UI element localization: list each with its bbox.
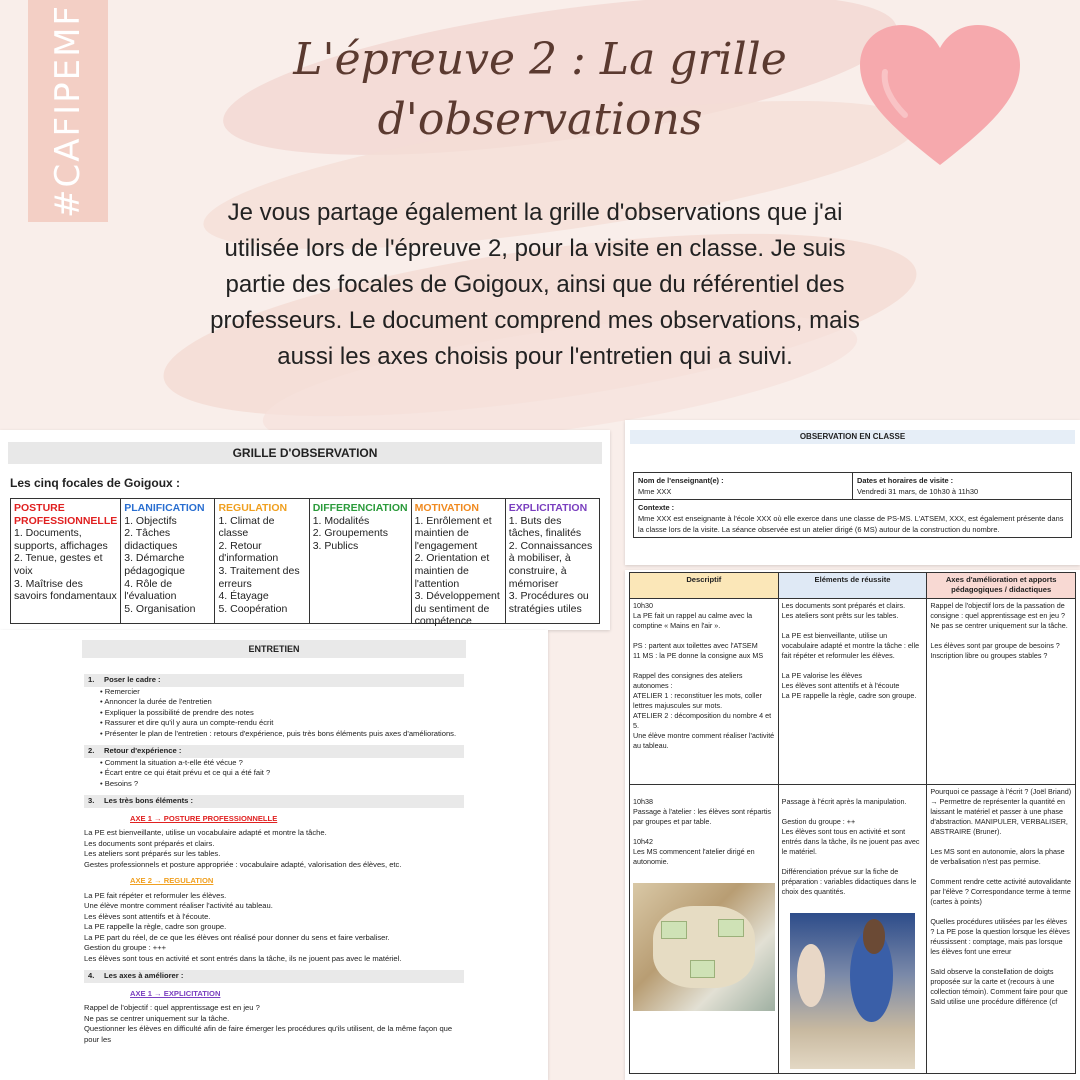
focale-item: 2. Tâches didactiques <box>124 527 178 552</box>
axe-lines <box>84 891 464 965</box>
focale-item: 1. Documents, supports, affichages <box>14 527 108 552</box>
focale-item: 1. Modalités <box>312 514 370 527</box>
axe-lines <box>84 828 464 870</box>
table-column <box>779 573 928 1073</box>
focale-item: 2. Connaissances à mobiliser, à construire, à mémoriser <box>508 539 593 590</box>
section-number: 1. <box>88 675 95 684</box>
entretien-section-title <box>84 970 464 983</box>
entretien-sections <box>84 674 464 808</box>
axe-line: La PE rappelle la règle, cadre son groupe. <box>84 922 227 931</box>
focale-title: POSTURE PROFESSIONNELLE <box>14 502 118 527</box>
column-header: Eléments de réussite <box>779 573 927 599</box>
entretien-section-title <box>84 674 464 687</box>
section-title: Poser le cadre : <box>104 675 161 684</box>
entretien-bullet: • Présenter le plan de l'entretien : retours d'expérience, puis très bons éléments puis axes d'améliorations. <box>100 728 457 738</box>
obs-row <box>634 500 1071 537</box>
focale-item: 2. Groupements <box>312 527 388 540</box>
entretien-body <box>84 674 464 1045</box>
hashtag-text: #CAFIPEMF <box>48 4 88 218</box>
focale-item: 5. Coopération <box>218 602 288 615</box>
table-column <box>927 573 1075 1073</box>
focales-subtitle: Les cinq focales de Goigoux : <box>10 476 181 490</box>
focale-item: 4. Étayage <box>218 590 269 603</box>
obs-cell <box>852 473 1071 499</box>
focale-column <box>121 499 215 623</box>
title-line: d'observations <box>377 94 703 145</box>
focale-item: 5. Organisation <box>124 602 196 615</box>
focales-table <box>10 498 600 628</box>
table-cell <box>630 785 778 1073</box>
photo-tray <box>661 921 687 939</box>
observation-table-document <box>625 570 1080 1080</box>
focale-item: 2. Tenue, gestes et voix <box>14 552 103 577</box>
focale-item: 3. Traitement des erreurs <box>218 564 300 590</box>
obs-value: Mme XXX est enseignante à l'école XXX où elle exerce dans une classe de PS-MS. L'ATSEM, XXX, est également présente dans la classe lors de la visite. La séance observée est un atelier dirigé (6 MS) autour de la construction du nombre. <box>638 514 1064 534</box>
table-cell: 10h30 La PE fait un rappel au calme avec la comptine « Mains en l'air ». PS : partent aux toilettes avec l'ATSEM 11 MS : la PE donne la consigne aux MS Rappel des consignes des ateliers autonomes : ATELIER 1 : reconstituer les mots, coller lettres majuscules sur mots. ATELIER 2 : décomposition du nombre 4 et 5. Une élève montre comment réaliser l'activité au tableau. <box>630 599 778 785</box>
photo-child <box>797 944 825 1006</box>
entretien-bullet: • Comment la situation a-t-elle été vécue ? <box>100 757 243 767</box>
heart-icon <box>855 20 1025 170</box>
axe-line: Questionner les élèves en difficulté afin de faire émerger les procédures qu'ils utilisent, de la même façon que pour les <box>84 1024 453 1044</box>
axe-line: Rappel de l'objectif : quel apprentissage est en jeu ? <box>84 1003 260 1012</box>
entretien-document <box>0 630 548 1080</box>
focale-column <box>215 499 309 623</box>
observation-grid <box>633 472 1072 538</box>
obs-cell <box>634 500 1071 537</box>
entretien-bullet: • Écart entre ce qui était prévu et ce qui a été fait ? <box>100 768 271 777</box>
axe-line: Gestes professionnels et posture appropriée : vocabulaire adapté, valorisation des élèves, etc. <box>84 859 402 869</box>
table-cell <box>779 785 927 1073</box>
observation-table <box>629 572 1076 1074</box>
table-cell: Les documents sont préparés et clairs. Les ateliers sont prêts sur les tables. La PE est bienveillante, utilise un vocabulaire adapté et montre la tâche : elle fait répéter et reformuler les élèves. La PE valorise les élèves Les élèves sont attentifs et à l'écoute La PE rappelle la règle, cadre son groupe. <box>779 599 927 785</box>
section-title: Retour d'expérience : <box>104 746 182 755</box>
focale-title: MOTIVATION <box>414 502 479 514</box>
entretien-section-title <box>84 795 464 808</box>
axe-line: La PE part du réel, de ce que les élèves ont réalisé pour donner du sens et faire verbaliser. <box>84 932 390 942</box>
entretien-bullet: • Remercier <box>100 686 140 696</box>
obs-row <box>634 473 1071 500</box>
table-cell: Rappel de l'objectif lors de la passation de consigne : quel apprentissage est en jeu ? Ne pas se centrer uniquement sur la tâche. Les élèves sont par groupe de besoins ? Inscription libre ou groupes stables ? <box>927 599 1075 785</box>
grille-document <box>0 430 610 630</box>
hashtag-banner <box>28 0 108 222</box>
column-header: Axes d'amélioration et apports pédagogiques / didactiques <box>927 573 1075 599</box>
axe-line: Gestion du groupe : +++ <box>84 943 167 952</box>
axe-lines <box>84 1003 464 1045</box>
focale-item: 1. Enrôlement et maintien de l'engagement <box>414 514 492 552</box>
section-number: 3. <box>88 796 95 805</box>
focale-item: 4. Rôle de l'évaluation <box>124 577 177 603</box>
observation-heading: OBSERVATION EN CLASSE <box>630 430 1075 444</box>
obs-label: Dates et horaires de visite : <box>857 476 954 485</box>
focale-item: 3. Maîtrise des savoirs fondamentaux <box>14 577 117 603</box>
focale-item: 3. Procédures ou stratégies utiles <box>508 590 589 615</box>
axe-line: Une élève montre comment réaliser l'activité au tableau. <box>84 901 273 910</box>
column-header: Descriptif <box>630 573 778 599</box>
intro-text: Je vous partage également la grille d'observations que j'ai utilisée lors de l'épreuve 2, pour la visite en classe. Je suis partie des focales de Goigoux, ainsi que du référentiel des professeurs. Le document comprend mes observations, mais aussi les axes choisis pour l'entretien qui a suivi. <box>210 199 860 370</box>
obs-label: Nom de l'enseignant(e) : <box>638 476 724 485</box>
observation-document <box>625 420 1080 565</box>
axe-line: La PE fait répéter et reformuler les élèves. <box>84 890 227 900</box>
focale-title: EXPLICITATION <box>508 502 588 514</box>
obs-value: Mme XXX <box>638 487 672 496</box>
section-number: 4. <box>88 971 95 980</box>
focale-item: 2. Retour d'information <box>218 539 279 565</box>
children-photo <box>790 913 916 1069</box>
page-title <box>230 30 850 150</box>
focale-column <box>506 499 599 623</box>
grille-heading: GRILLE D'OBSERVATION <box>8 442 602 464</box>
axe-heading: AXE 2 → REGULATION <box>130 876 214 885</box>
focale-item: 1. Buts des tâches, finalités <box>508 514 582 540</box>
obs-cell <box>634 473 852 499</box>
axe-line: Les élèves sont tous en activité et sont entrés dans la tâche, ils ne jouent pas avec le matériel. <box>84 953 402 963</box>
obs-label: Contexte : <box>638 503 675 512</box>
obs-value: Vendredi 31 mars, de 10h30 à 11h30 <box>857 487 979 496</box>
focale-column <box>310 499 412 623</box>
photo-tray <box>690 960 716 978</box>
entretien-bullet: • Annoncer la durée de l'entretien <box>100 697 212 706</box>
focale-item: 3. Publics <box>312 539 359 552</box>
classroom-photo <box>633 883 775 1011</box>
axe-heading: AXE 1 → EXPLICITATION <box>130 988 221 998</box>
section-title: Les très bons éléments : <box>104 796 194 805</box>
entretien-section-title <box>84 745 464 758</box>
section-number: 2. <box>88 746 95 755</box>
axe-line: La PE est bienveillante, utilise un vocabulaire adapté et montre la tâche. <box>84 828 327 837</box>
focale-title: PLANIFICATION <box>124 502 205 514</box>
focale-column <box>11 499 121 623</box>
table-column <box>630 573 779 1073</box>
focale-item: 2. Orientation et maintien de l'attention <box>414 552 490 590</box>
axe-line: Les documents sont préparés et clairs. <box>84 838 215 848</box>
cell-text: Passage à l'écrit après la manipulation. Gestion du groupe : ++ Les élèves sont tous en activité et sont entrés dans la tâche, ils ne jouent pas avec le matériel. Différenciation prévue sur la fiche de préparation : variables didactiques dans le choix des quantités. <box>781 797 920 896</box>
entretien-bullet: • Expliquer la possibilité de prendre des notes <box>100 707 254 717</box>
cell-text: 10h38 Passage à l'atelier : les élèves sont répartis par groupes et par table. 10h42 Les MS commencent l'atelier dirigé en autonomie. <box>633 797 772 866</box>
photo-child <box>863 919 886 953</box>
entretien-heading: ENTRETIEN <box>82 640 466 658</box>
section-title: Les axes à améliorer : <box>104 971 184 980</box>
focale-column <box>412 499 506 628</box>
axe-line: Les ateliers sont préparés sur les tables. <box>84 849 221 858</box>
axe-line: Ne pas se centrer uniquement sur la tâche. <box>84 1013 230 1023</box>
focale-title: REGULATION <box>218 502 288 514</box>
focale-title: DIFFERENCIATION <box>312 502 408 514</box>
focale-item: 1. Climat de classe <box>218 514 275 540</box>
axe-line: Les élèves sont attentifs et à l'écoute. <box>84 911 211 921</box>
focale-item: 3. Démarche pédagogique <box>124 552 185 577</box>
entretien-bullet: • Besoins ? <box>100 778 139 788</box>
focale-item: 1. Objectifs <box>124 514 177 527</box>
photo-tray <box>718 919 744 937</box>
entretien-bullet: • Rassurer et dire qu'il y aura un compte-rendu écrit <box>100 718 274 727</box>
title-line: L'épreuve 2 : La grille <box>293 34 787 85</box>
axe-heading: AXE 1 → POSTURE PROFESSIONNELLE <box>130 813 278 823</box>
table-cell: Pourquoi ce passage à l'écrit ? (Joël Briand) → Permettre de représenter la quantité en laissant le matériel et passer à une phase d'abstraction. MANIPULER, VERBALISER, ABSTRAIRE (Bruner). Les MS sont en autonomie, alors la phase de verbalisation n'est pas permise. Comment rendre cette activité autovalidante par l'élève ? Correspondance terme à terme (cartes à points) Quelles procédures utilisées par les élèves ? La PE pose la question lorsque les élèves réussissent : comptage, mais pas lorsque les élèves font une erreur Saïd observe la constellation de doigts proposée sur la carte et (recours à une collection témoin). Comment faire pour que Saïd utilise une procédure différence (cf <box>930 787 1072 1006</box>
focale-item: 3. Développement du sentiment de compétence <box>414 590 500 628</box>
